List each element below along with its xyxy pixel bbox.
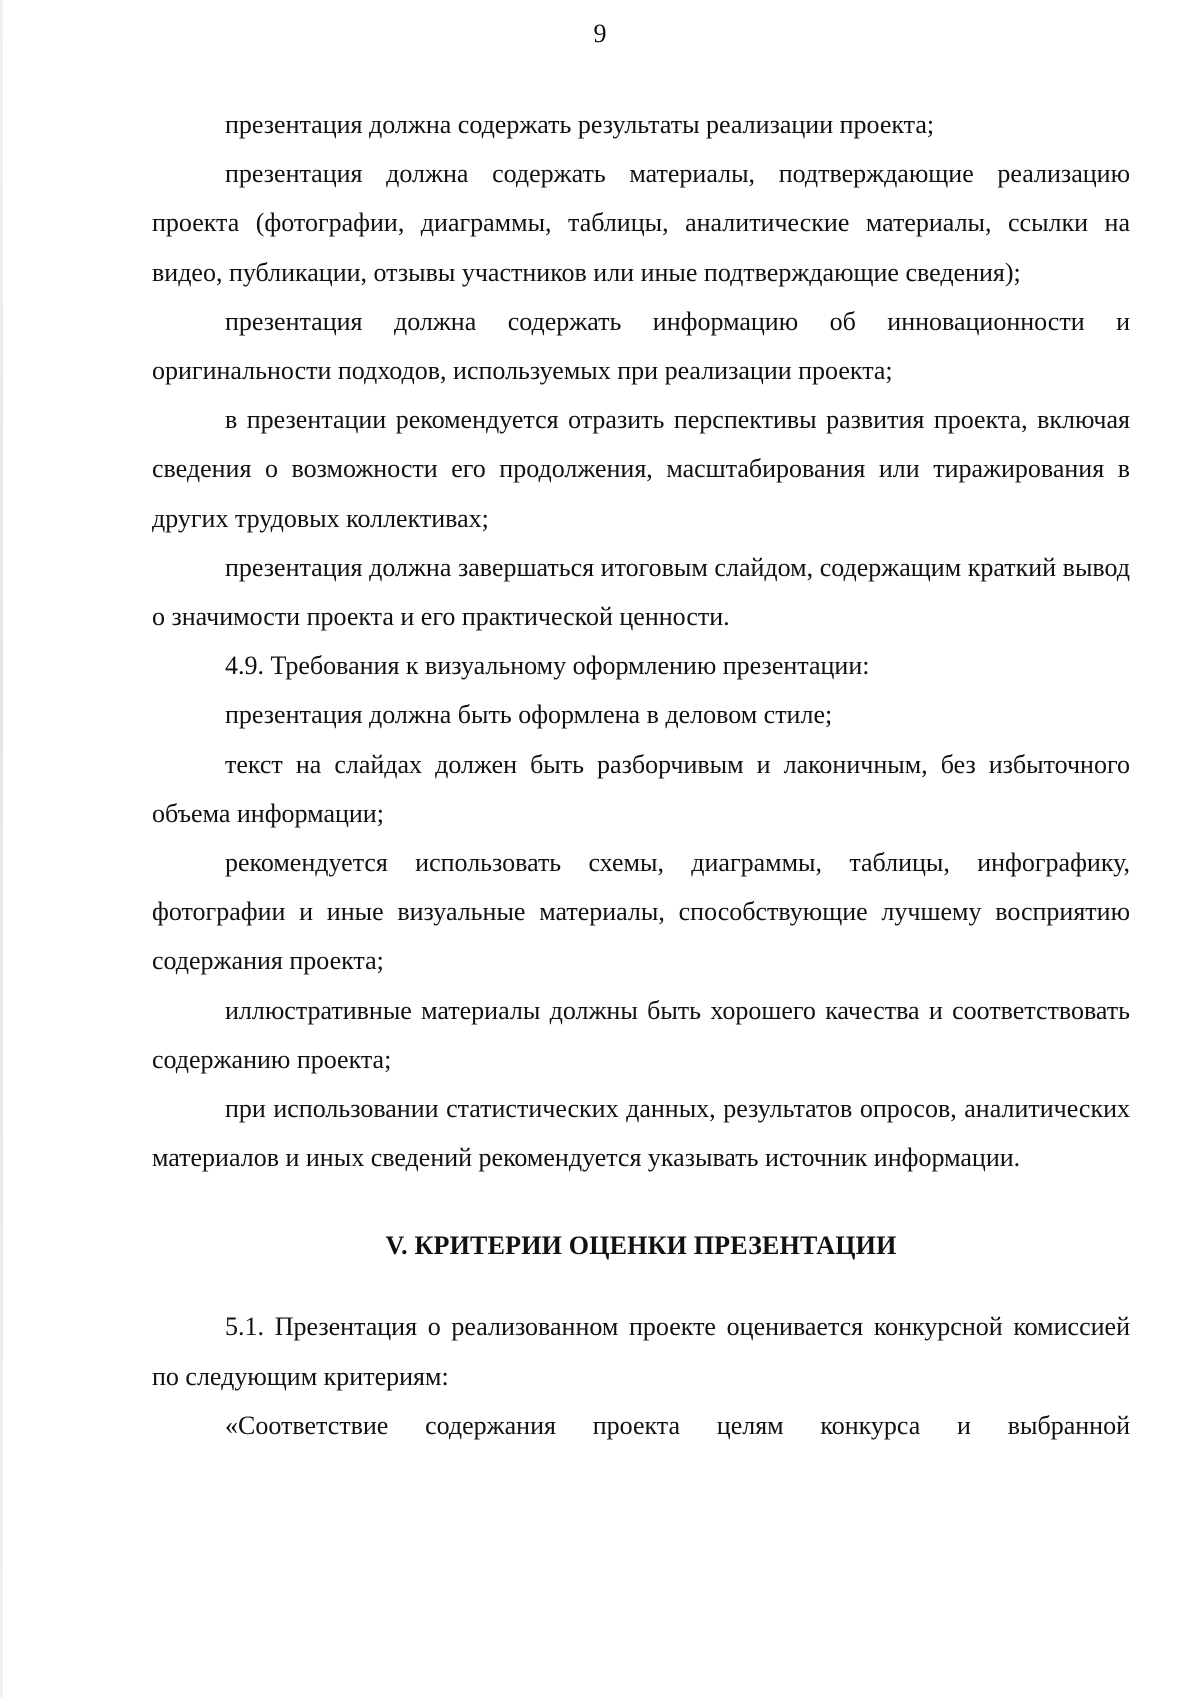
paragraph: в презентации рекомендуется отразить перспективы развития проекта, включая сведения о возможности его продолжения, масштабирования или тиражирования в других трудовых коллективах; xyxy=(152,405,1130,533)
page-number: 9 xyxy=(593,19,607,48)
paragraph: текст на слайдах должен быть разборчивым и лаконичным, без избыточного объема информации; xyxy=(152,749,1130,828)
paragraph: иллюстративные материалы должны быть хорошего качества и соответствовать содержанию проекта; xyxy=(152,995,1130,1074)
paragraph: при использовании статистических данных, результатов опросов, аналитических материалов и иных сведений рекомендуется указывать источник информации. xyxy=(152,1094,1130,1173)
paragraph: презентация должна быть оформлена в деловом стиле; xyxy=(225,700,833,730)
paragraph: 4.9. Требования к визуальному оформлению презентации: xyxy=(225,651,870,681)
paragraph: рекомендуется использовать схемы, диаграммы, таблицы, инфографику, фотографии и иные визуальные материалы, способствующие лучшему восприятию содержания проекта; xyxy=(152,848,1130,976)
paragraph: презентация должна завершаться итоговым слайдом, содержащим краткий вывод о значимости проекта и его практической ценности. xyxy=(152,552,1130,632)
section-heading: V. КРИТЕРИИ ОЦЕНКИ ПРЕЗЕНТАЦИИ xyxy=(385,1231,897,1261)
paragraph: презентация должна содержать материалы, подтверждающие реализацию проекта (фотографии, диаграммы, таблицы, аналитические материалы, ссылки на видео, публикации, отзывы участников или иные подтверждающие сведения); xyxy=(152,159,1130,287)
section-iv-paragraphs xyxy=(152,100,1130,1182)
paragraph: презентация должна содержать результаты реализации проекта; xyxy=(225,110,935,139)
scan-edge xyxy=(0,0,3,1697)
section-v-paragraphs xyxy=(152,1302,1130,1450)
paragraph: 5.1. Презентация о реализованном проекте оценивается конкурсной комиссией по следующим критериям: xyxy=(152,1312,1130,1391)
paragraph: «Соответствие содержания проекта целям конкурса и выбранной xyxy=(225,1410,1130,1440)
document-body xyxy=(152,100,1130,1450)
paragraph: презентация должна содержать информацию об инновационности и оригинальности подходов, используемых при реализации проекта; xyxy=(152,306,1130,386)
